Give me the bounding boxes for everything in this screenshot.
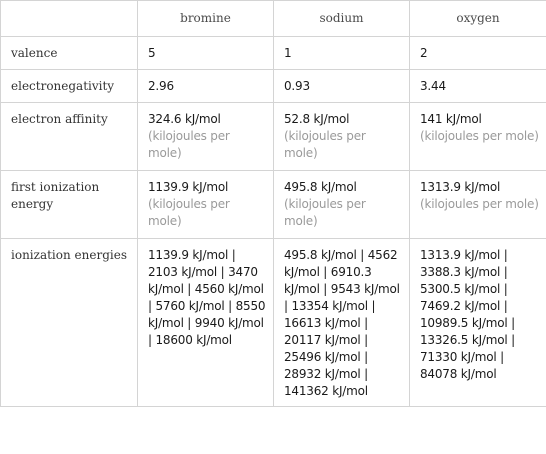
cell-value: 2.96 bbox=[148, 79, 174, 93]
unit-note: (kilojoules per mole) bbox=[148, 129, 230, 160]
corner-header-cell bbox=[1, 1, 138, 37]
cell-oxygen-electronegativity bbox=[410, 70, 546, 103]
table-row-valence bbox=[1, 37, 546, 70]
cell-value: 1139.9 kJ/mol bbox=[148, 180, 229, 194]
table-row-electron-affinity bbox=[1, 103, 546, 171]
cell-oxygen-ionization-energies bbox=[410, 239, 546, 407]
row-header-electron-affinity: electron affinity bbox=[1, 103, 138, 171]
cell-bromine-ionization-energies bbox=[138, 239, 274, 407]
cell-value: 5 bbox=[148, 46, 156, 60]
cell-value: 1 bbox=[284, 46, 292, 60]
cell-oxygen-valence bbox=[410, 37, 546, 70]
cell-value: 1139.9 kJ/mol | 2103 kJ/mol | 3470 kJ/mol | 4560 kJ/mol | 5760 kJ/mol | 8550 kJ/mol | 9940 kJ/mol | 18600 kJ/mol bbox=[148, 248, 266, 347]
unit-note: (kilojoules per mole) bbox=[420, 129, 539, 143]
header-row bbox=[1, 1, 546, 37]
row-header-ionization-energies: ionization energies bbox=[1, 239, 138, 407]
unit-note: (kilojoules per mole) bbox=[420, 197, 539, 211]
column-header-sodium: sodium bbox=[274, 1, 410, 37]
cell-value: 2 bbox=[420, 46, 428, 60]
unit-note: (kilojoules per mole) bbox=[284, 197, 366, 228]
cell-sodium-electronegativity bbox=[274, 70, 410, 103]
row-header-valence: valence bbox=[1, 37, 138, 70]
cell-sodium-valence bbox=[274, 37, 410, 70]
cell-sodium-first-ionization-energy bbox=[274, 171, 410, 239]
cell-value: 495.8 kJ/mol | 4562 kJ/mol | 6910.3 kJ/mol | 9543 kJ/mol | 13354 kJ/mol | 16613 kJ/mol | 20117 kJ/mol | 25496 kJ/mol | 28932 kJ/mol | 141362 kJ/mol bbox=[284, 248, 400, 398]
cell-bromine-valence bbox=[138, 37, 274, 70]
cell-value: 1313.9 kJ/mol bbox=[420, 180, 501, 194]
cell-bromine-first-ionization-energy bbox=[138, 171, 274, 239]
cell-oxygen-electron-affinity bbox=[410, 103, 546, 171]
cell-sodium-ionization-energies bbox=[274, 239, 410, 407]
cell-value: 0.93 bbox=[284, 79, 310, 93]
cell-value: 141 kJ/mol bbox=[420, 112, 482, 126]
unit-note: (kilojoules per mole) bbox=[284, 129, 366, 160]
column-header-bromine: bromine bbox=[138, 1, 274, 37]
cell-bromine-electronegativity bbox=[138, 70, 274, 103]
cell-sodium-electron-affinity bbox=[274, 103, 410, 171]
table-row-ionization-energies bbox=[1, 239, 546, 407]
row-header-first-ionization-energy: first ionization energy bbox=[1, 171, 138, 239]
cell-value: 52.8 kJ/mol bbox=[284, 112, 350, 126]
table-row-first-ionization-energy bbox=[1, 171, 546, 239]
cell-oxygen-first-ionization-energy bbox=[410, 171, 546, 239]
cell-bromine-electron-affinity bbox=[138, 103, 274, 171]
cell-value: 3.44 bbox=[420, 79, 446, 93]
table-row-electronegativity bbox=[1, 70, 546, 103]
cell-value: 324.6 kJ/mol bbox=[148, 112, 221, 126]
cell-value: 495.8 kJ/mol bbox=[284, 180, 357, 194]
cell-value: 1313.9 kJ/mol | 3388.3 kJ/mol | 5300.5 kJ/mol | 7469.2 kJ/mol | 10989.5 kJ/mol | 13326.5 kJ/mol | 71330 kJ/mol | 84078 kJ/mol bbox=[420, 248, 515, 381]
row-header-electronegativity: electronegativity bbox=[1, 70, 138, 103]
unit-note: (kilojoules per mole) bbox=[148, 197, 230, 228]
column-header-oxygen: oxygen bbox=[410, 1, 546, 37]
